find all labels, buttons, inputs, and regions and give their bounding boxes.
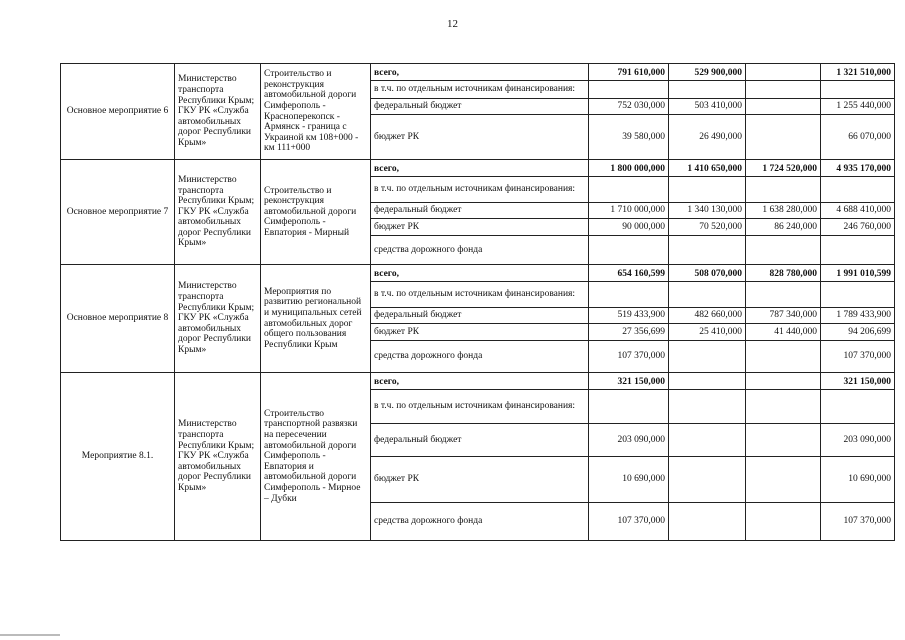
amount-cell xyxy=(746,236,821,265)
funding-source-label: всего, xyxy=(371,265,589,282)
amount-total-cell: 203 090,000 xyxy=(821,424,895,457)
amount-cell: 321 150,000 xyxy=(589,373,669,390)
amount-cell xyxy=(746,282,821,308)
amount-cell xyxy=(589,177,669,203)
funding-source-label: бюджет РК xyxy=(371,219,589,236)
amount-cell: 41 440,000 xyxy=(746,324,821,341)
funding-source-label: бюджет РК xyxy=(371,324,589,341)
amount-cell xyxy=(746,81,821,99)
measure-name: Основное мероприятие 6 xyxy=(61,64,175,160)
amount-cell xyxy=(746,457,821,503)
amount-total-cell: 1 991 010,599 xyxy=(821,265,895,282)
funding-source-label: в т.ч. по отдельным источникам финансирования: xyxy=(371,282,589,308)
amount-cell xyxy=(669,341,746,373)
funding-source-label: федеральный бюджет xyxy=(371,99,589,115)
amount-total-cell xyxy=(821,282,895,308)
measure-total-row xyxy=(61,265,895,282)
amount-total-cell xyxy=(821,390,895,424)
amount-cell: 86 240,000 xyxy=(746,219,821,236)
amount-cell xyxy=(746,503,821,541)
amount-cell xyxy=(746,99,821,115)
funding-source-label: в т.ч. по отдельным источникам финансирования: xyxy=(371,81,589,99)
measure-total-row xyxy=(61,64,895,81)
amount-cell: 752 030,000 xyxy=(589,99,669,115)
measure-total-row xyxy=(61,373,895,390)
amount-cell xyxy=(746,64,821,81)
amount-cell: 203 090,000 xyxy=(589,424,669,457)
amount-total-cell: 1 789 433,900 xyxy=(821,308,895,324)
amount-cell xyxy=(589,236,669,265)
amount-cell xyxy=(589,390,669,424)
measure-description: Строительство и реконструкция автомобильной дороги Симферополь - Красноперекопск - Армянск - граница с Украиной км 108+000 - км 111+000 xyxy=(261,64,371,160)
amount-total-cell: 4 688 410,000 xyxy=(821,203,895,219)
scan-edge-mark xyxy=(0,634,60,636)
amount-cell xyxy=(669,424,746,457)
measure-total-row xyxy=(61,160,895,177)
amount-cell: 519 433,900 xyxy=(589,308,669,324)
amount-cell: 1 724 520,000 xyxy=(746,160,821,177)
amount-cell: 90 000,000 xyxy=(589,219,669,236)
measure-description: Строительство транспортной развязки на пересечении автомобильной дороги Симферополь - Евпатория и автомобильной дороги Симферополь - Мирное – Дубки xyxy=(261,373,371,541)
amount-total-cell: 321 150,000 xyxy=(821,373,895,390)
funding-source-label: в т.ч. по отдельным источникам финансирования: xyxy=(371,390,589,424)
amount-cell: 107 370,000 xyxy=(589,503,669,541)
amount-cell: 1 410 650,000 xyxy=(669,160,746,177)
amount-total-cell xyxy=(821,81,895,99)
amount-cell: 787 340,000 xyxy=(746,308,821,324)
measure-executor: Министерство транспорта Республики Крым; ГКУ РК «Служба автомобильных дорог Республики Крым» xyxy=(175,64,261,160)
amount-total-cell: 10 690,000 xyxy=(821,457,895,503)
amount-cell xyxy=(669,503,746,541)
amount-cell: 70 520,000 xyxy=(669,219,746,236)
funding-source-label: бюджет РК xyxy=(371,457,589,503)
measure-name: Мероприятие 8.1. xyxy=(61,373,175,541)
amount-cell: 791 610,000 xyxy=(589,64,669,81)
funding-source-label: всего, xyxy=(371,373,589,390)
funding-source-label: в т.ч. по отдельным источникам финансирования: xyxy=(371,177,589,203)
measure-name: Основное мероприятие 7 xyxy=(61,160,175,265)
page-number: 12 xyxy=(447,18,458,30)
amount-cell: 828 780,000 xyxy=(746,265,821,282)
funding-source-label: средства дорожного фонда xyxy=(371,341,589,373)
amount-cell xyxy=(746,373,821,390)
amount-cell: 1 710 000,000 xyxy=(589,203,669,219)
funding-source-label: средства дорожного фонда xyxy=(371,503,589,541)
amount-cell xyxy=(746,390,821,424)
amount-cell: 503 410,000 xyxy=(669,99,746,115)
amount-total-cell: 4 935 170,000 xyxy=(821,160,895,177)
amount-cell xyxy=(746,115,821,160)
amount-total-cell: 94 206,699 xyxy=(821,324,895,341)
amount-cell: 654 160,599 xyxy=(589,265,669,282)
amount-total-cell: 1 255 440,000 xyxy=(821,99,895,115)
amount-total-cell: 246 760,000 xyxy=(821,219,895,236)
amount-total-cell xyxy=(821,177,895,203)
amount-cell: 1 638 280,000 xyxy=(746,203,821,219)
amount-cell: 529 900,000 xyxy=(669,64,746,81)
amount-cell: 508 070,000 xyxy=(669,265,746,282)
funding-source-label: всего, xyxy=(371,160,589,177)
amount-cell xyxy=(746,341,821,373)
amount-cell xyxy=(589,81,669,99)
measure-description: Мероприятия по развитию региональной и муниципальных сетей автомобильных дорог общего пользования Республики Крым xyxy=(261,265,371,373)
amount-cell xyxy=(669,373,746,390)
funding-source-label: всего, xyxy=(371,64,589,81)
budget-table xyxy=(60,63,895,541)
amount-cell xyxy=(669,390,746,424)
amount-cell xyxy=(669,457,746,503)
amount-cell xyxy=(669,81,746,99)
amount-cell xyxy=(669,236,746,265)
amount-cell xyxy=(669,177,746,203)
measure-executor: Министерство транспорта Республики Крым; ГКУ РК «Служба автомобильных дорог Республики Крым» xyxy=(175,160,261,265)
measure-executor: Министерство транспорта Республики Крым; ГКУ РК «Служба автомобильных дорог Республики Крым» xyxy=(175,265,261,373)
amount-cell xyxy=(746,424,821,457)
measure-description: Строительство и реконструкция автомобильной дороги Симферополь - Евпатория - Мирный xyxy=(261,160,371,265)
funding-source-label: средства дорожного фонда xyxy=(371,236,589,265)
amount-cell: 107 370,000 xyxy=(589,341,669,373)
amount-cell: 1 340 130,000 xyxy=(669,203,746,219)
amount-cell xyxy=(589,282,669,308)
amount-cell xyxy=(746,177,821,203)
amount-total-cell: 107 370,000 xyxy=(821,503,895,541)
amount-cell: 27 356,699 xyxy=(589,324,669,341)
funding-source-label: федеральный бюджет xyxy=(371,203,589,219)
amount-cell: 1 800 000,000 xyxy=(589,160,669,177)
measure-executor: Министерство транспорта Республики Крым; ГКУ РК «Служба автомобильных дорог Республики Крым» xyxy=(175,373,261,541)
funding-source-label: федеральный бюджет xyxy=(371,308,589,324)
funding-source-label: федеральный бюджет xyxy=(371,424,589,457)
amount-cell xyxy=(669,282,746,308)
funding-source-label: бюджет РК xyxy=(371,115,589,160)
amount-cell: 25 410,000 xyxy=(669,324,746,341)
amount-total-cell xyxy=(821,236,895,265)
amount-total-cell: 66 070,000 xyxy=(821,115,895,160)
measure-name: Основное мероприятие 8 xyxy=(61,265,175,373)
amount-total-cell: 107 370,000 xyxy=(821,341,895,373)
amount-cell: 10 690,000 xyxy=(589,457,669,503)
amount-cell: 26 490,000 xyxy=(669,115,746,160)
amount-cell: 39 580,000 xyxy=(589,115,669,160)
amount-cell: 482 660,000 xyxy=(669,308,746,324)
amount-total-cell: 1 321 510,000 xyxy=(821,64,895,81)
